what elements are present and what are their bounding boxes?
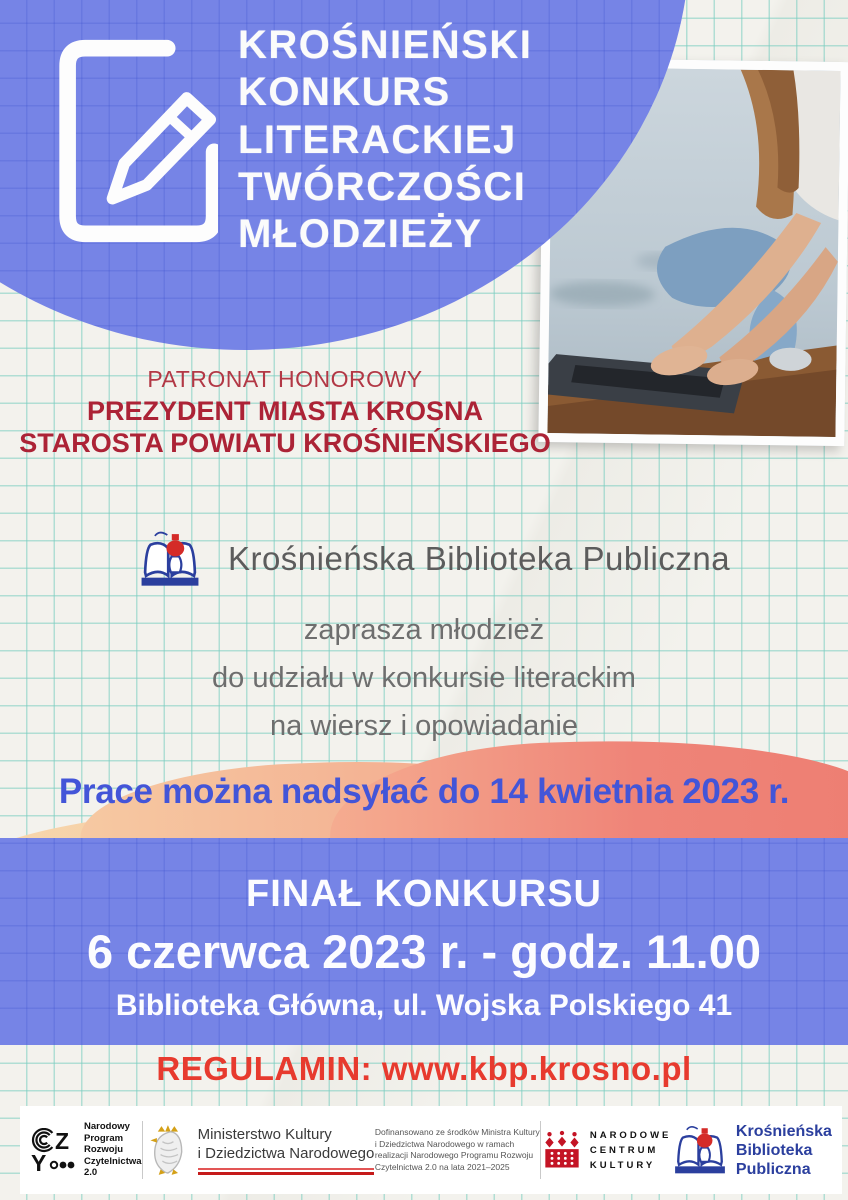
nprcz-logo xyxy=(30,1121,142,1179)
invitation-line: na wiersz i opowiadanie xyxy=(270,710,578,742)
footer-logos xyxy=(20,1106,842,1194)
pencil-page-icon xyxy=(52,30,218,252)
ministry-underline xyxy=(198,1168,375,1175)
nprcz-line: Narodowy xyxy=(84,1121,130,1133)
funding-line: Dofinansowano ze środków Ministra Kultury xyxy=(374,1127,540,1137)
final-band xyxy=(0,838,848,1045)
patronat-starosta: STAROSTA POWIATU KROŚNIEŃSKIEGO xyxy=(19,428,551,458)
title-line: MŁODZIEŻY xyxy=(238,212,483,257)
nprcz-line: Program xyxy=(84,1132,124,1144)
nck-logo xyxy=(542,1128,672,1173)
deadline-text: Prace można nadsyłać do 14 kwietnia 2023 r. xyxy=(58,772,790,811)
regulamin-url: REGULAMIN: www.kbp.krosno.pl xyxy=(156,1050,692,1087)
svg-text:Z: Z xyxy=(55,1128,70,1154)
ministry-logo xyxy=(144,1122,375,1178)
organizer-row xyxy=(10,528,848,590)
invitation-line: zaprasza młodzież xyxy=(303,614,545,646)
title-line: TWÓRCZOŚCI xyxy=(238,164,527,209)
svg-text:Y: Y xyxy=(31,1150,47,1172)
invitation-line: do udziału w konkursie literackim xyxy=(212,662,636,694)
kbp-line: Publiczna xyxy=(735,1160,811,1178)
nck-label xyxy=(590,1128,672,1173)
patronat-section xyxy=(0,364,570,459)
patronat-president: PREZYDENT MIASTA KROSNA xyxy=(86,396,483,426)
ministry-line: Ministerstwo Kultury xyxy=(197,1126,332,1143)
nprcz-line: 2.0 xyxy=(84,1167,98,1179)
final-date: 6 czerwca 2023 r. - godz. 11.00 xyxy=(86,925,762,978)
library-book-lamp-icon xyxy=(138,528,202,590)
funding-note xyxy=(375,1127,540,1173)
nck-line: NARODOWE xyxy=(589,1129,672,1141)
final-heading: FINAŁ KONKURSU xyxy=(246,873,602,915)
invitation-text xyxy=(0,606,848,750)
funding-line: i Dziedzictwa Narodowego w ramach xyxy=(374,1138,515,1149)
ministry-label xyxy=(198,1125,375,1175)
kbp-line: Krośnieńska xyxy=(735,1122,832,1140)
nprcz-label xyxy=(84,1121,142,1179)
patronat-heading: PATRONAT HONOROWY xyxy=(147,366,423,392)
kbp-label xyxy=(736,1122,832,1179)
title-line: KROŚNIEŃSKI xyxy=(238,23,533,67)
kbp-line: Biblioteka xyxy=(735,1141,813,1159)
nck-line: CENTRUM xyxy=(589,1144,659,1156)
funding-line: Czytelnictwa 2.0 na lata 2021–2025 xyxy=(374,1161,510,1172)
nprcz-line: Rozwoju xyxy=(84,1144,124,1156)
poster-title xyxy=(238,22,532,258)
nck-line: KULTURY xyxy=(589,1159,656,1171)
nprcz-glyph-icon xyxy=(30,1128,76,1172)
ministry-line: i Dziedzictwa Narodowego xyxy=(197,1145,375,1162)
kbp-logo xyxy=(672,1122,832,1179)
nprcz-line: Czytelnictwa xyxy=(84,1155,142,1167)
title-line: KONKURS xyxy=(238,70,451,115)
funding-line: realizacji Narodowego Programu Rozwoju xyxy=(374,1150,534,1160)
kbp-book-lamp-icon xyxy=(672,1124,728,1176)
final-venue: Biblioteka Główna, ul. Wojska Polskiego 41 xyxy=(115,989,733,1022)
nck-crown-icon xyxy=(542,1129,582,1171)
eagle-icon xyxy=(144,1122,190,1178)
organizer-name: Krośnieńska Biblioteka Publiczna xyxy=(227,540,731,577)
title-line: LITERACKIEJ xyxy=(238,117,517,162)
